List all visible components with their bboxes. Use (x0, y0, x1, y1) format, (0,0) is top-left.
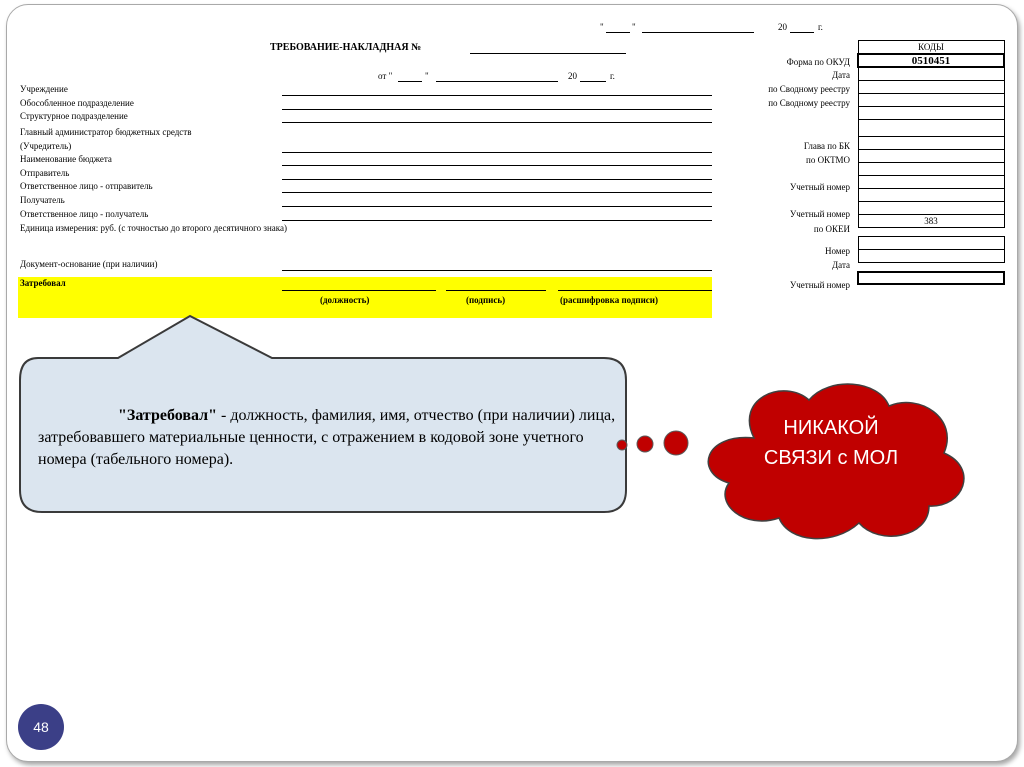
code-value-empty-2 (858, 120, 1004, 137)
from-day-line (398, 81, 422, 82)
slide-number-badge: 48 (18, 704, 64, 750)
field-separate-division: Обособленное подразделение (20, 98, 134, 108)
requested-decoding-caption: (расшифровка подписи) (560, 295, 658, 305)
field-institution: Учреждение (20, 84, 68, 94)
code-label-oktmo: по ОКТМО (806, 155, 850, 165)
code-value-okei: 383 (858, 215, 1004, 228)
code-value-empty-1 (858, 107, 1004, 120)
fill-line-basis-doc (282, 270, 712, 271)
fill-line-founder (282, 152, 712, 153)
date-quote-close: " (632, 22, 636, 32)
code-value-empty-4 (858, 189, 1004, 202)
fill-line-recipient (282, 206, 712, 207)
date-year-prefix: 20 (778, 22, 787, 32)
callout-description: - должность, фамилия, имя, отчество (при наличии) лица, затребовавшего материальные ценности, с отражением в кодовой зоне учетного номера (табельного номера). (38, 407, 616, 468)
fill-line-institution (282, 95, 712, 96)
date-day-line (606, 32, 630, 33)
cloud-line-1: НИКАКОЙ (783, 417, 879, 439)
code-label-account-1: Учетный номер (789, 182, 850, 192)
field-founder: (Учредитель) (20, 141, 72, 151)
fill-line-separate-division (282, 109, 712, 110)
code-value-account-2 (858, 202, 1004, 215)
requested-signature-line (446, 290, 546, 291)
codes-gap (858, 228, 1004, 237)
cloud-text (736, 413, 926, 473)
callout-term: "Затребовал" (118, 407, 217, 424)
codes-table (857, 40, 1005, 285)
code-value-oktmo (858, 150, 1004, 163)
from-year-prefix: 20 (568, 71, 577, 81)
callout-text (38, 405, 618, 471)
fill-line-sender (282, 179, 712, 180)
requested-decoding-line (558, 290, 712, 291)
code-label-bk: Глава по БК (803, 141, 850, 151)
from-year-suffix: г. (610, 71, 615, 81)
requested-signature-caption: (подпись) (466, 295, 506, 305)
field-basis-doc: Документ-основание (при наличии) (20, 259, 158, 269)
code-value-number (858, 237, 1004, 250)
fill-line-structural-division (282, 122, 712, 123)
date-year-line (790, 32, 814, 33)
document-title: ТРЕБОВАНИЕ-НАКЛАДНАЯ № (270, 42, 422, 53)
code-value-account-3 (858, 272, 1004, 284)
code-label-okud: Форма по ОКУД (786, 57, 850, 67)
field-recipient-person: Ответственное лицо - получатель (20, 209, 149, 219)
code-label-okei: по ОКЕИ (813, 224, 850, 234)
field-sender-person: Ответственное лицо - отправитель (20, 181, 153, 191)
code-label-registry-2: по Сводному реестру (768, 98, 850, 108)
from-quote-close: " (425, 71, 429, 81)
code-label-account-3: Учетный номер (789, 280, 850, 290)
cloud-line-2: СВЯЗИ с МОЛ (763, 447, 899, 469)
codes-gap-2 (858, 263, 1004, 273)
from-date-prefix: от " (378, 71, 393, 81)
field-recipient: Получатель (20, 195, 65, 205)
code-label-date-2: Дата (832, 260, 850, 270)
date-month-line (642, 32, 754, 33)
code-value-bk (858, 137, 1004, 150)
field-structural-division: Структурное подразделение (20, 111, 128, 121)
code-value-empty-3 (858, 163, 1004, 176)
requested-position-caption: (должность) (320, 295, 370, 305)
from-month-line (436, 81, 558, 82)
document-number-line (470, 53, 626, 54)
field-chief-admin: Главный администратор бюджетных средств (20, 127, 192, 137)
code-label-registry-1: по Сводному реестру (768, 84, 850, 94)
date-year-suffix: г. (818, 22, 823, 32)
thought-dots (612, 428, 692, 462)
code-value-registry-2 (858, 94, 1004, 107)
code-value-registry-1 (858, 81, 1004, 94)
code-value-okud: 0510451 (858, 54, 1004, 67)
code-value-account-1 (858, 176, 1004, 189)
fill-line-recipient-person (282, 220, 712, 221)
field-sender: Отправитель (20, 168, 70, 178)
field-budget-name: Наименование бюджета (20, 154, 112, 164)
code-label-date: Дата (832, 70, 850, 80)
code-label-account-2: Учетный номер (789, 209, 850, 219)
requested-label: Затребовал (20, 278, 66, 288)
field-unit: Единица измерения: руб. (с точностью до второго десятичного знака) (20, 223, 287, 233)
from-year-line (580, 81, 606, 82)
code-label-number: Номер (824, 246, 850, 256)
date-quote-open: " (600, 22, 604, 32)
code-value-date-2 (858, 250, 1004, 263)
code-value-date (858, 67, 1004, 81)
requested-position-line (282, 290, 436, 291)
fill-line-sender-person (282, 192, 712, 193)
fill-line-budget (282, 165, 712, 166)
codes-header: КОДЫ (858, 41, 1004, 55)
